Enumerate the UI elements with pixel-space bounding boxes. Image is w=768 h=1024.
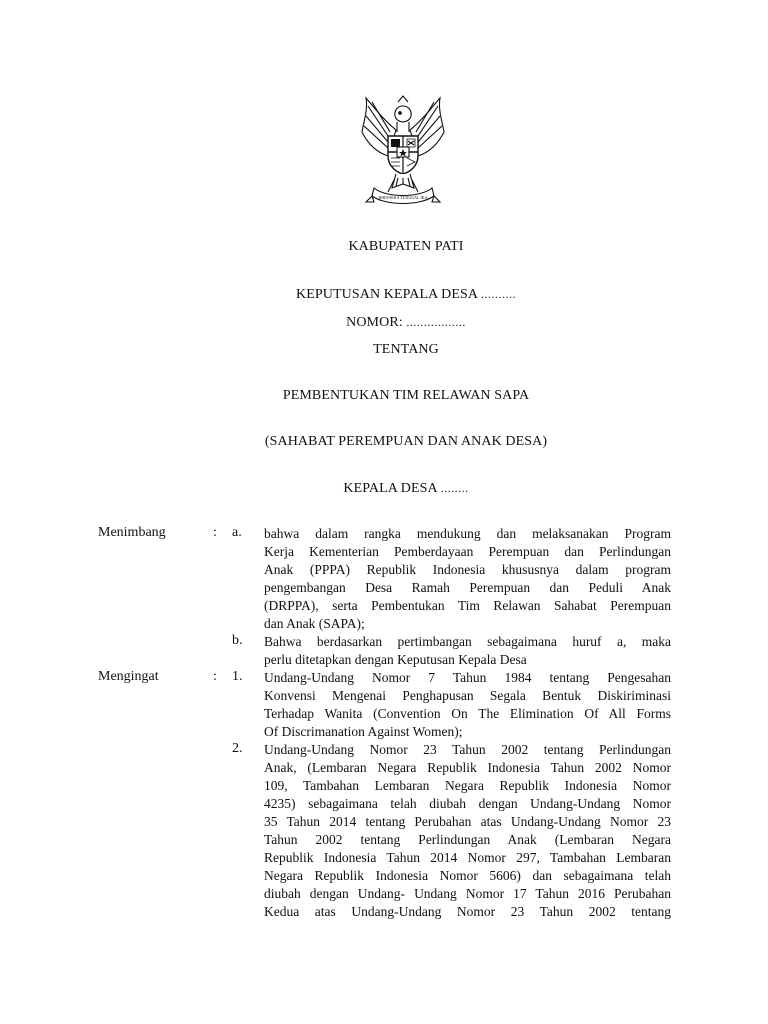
mengingat-label: Mengingat [98, 669, 159, 684]
text-line: pengembangan Desa Ramah Perempuan dan Peduli Anak [264, 580, 671, 595]
number-dots: ................. [406, 315, 466, 329]
text-line: (DRPPA), serta Pembentukan Tim Relawan Sahabat Perempuan [264, 598, 671, 613]
subject-subtitle [0, 434, 768, 450]
text-line: perlu ditetapkan dengan Keputusan Kepala Desa [264, 652, 527, 667]
decree-title [0, 287, 768, 303]
text-line: 4235) sebagaimana telah diubah dengan Undang-Undang Nomor [264, 796, 671, 811]
text-line: Anak (PPPA) Republik Indonesia khususnya dalam program [264, 562, 671, 577]
head-dots: ........ [440, 481, 469, 495]
mengingat-1-text [264, 669, 671, 741]
about-title [0, 342, 768, 358]
head-label: KEPALA DESA [343, 481, 437, 496]
mengingat-2-text [264, 741, 671, 921]
menimbang-a-text [264, 525, 671, 633]
text-line: Konvensi Mengenai Penghapusan Segala Bentuk Diskiriminasi [264, 688, 671, 703]
menimbang-colon: : [213, 525, 217, 540]
decree-dots: .......... [480, 287, 516, 301]
text-line: Republik Indonesia Tahun 2014 Nomor 297, Tambahan Lembaran [264, 850, 671, 865]
mengingat-2-marker: 2. [232, 741, 243, 756]
text-line: Of Discrimanation Against Women); [264, 724, 463, 739]
text-line: Terhadap Wanita (Convention On The Elimination Of All Forms [264, 706, 671, 721]
regency-title [0, 239, 768, 255]
subject-sub-label: (SAHABAT PEREMPUAN DAN ANAK DESA) [264, 434, 548, 449]
subject-label: PEMBENTUKAN TIM RELAWAN SAPA [282, 388, 530, 403]
head-title [0, 481, 768, 497]
text-line: Bahwa berdasarkan pertimbangan sebagaimana huruf a, maka [264, 634, 671, 649]
garuda-emblem-icon [358, 92, 448, 210]
text-line: 35 Tahun 2014 tentang Perubahan atas Undang-Undang Nomor 23 [264, 814, 671, 829]
motto-text: BHINNEKA TUNGGAL IKA [378, 195, 428, 200]
text-line: Undang-Undang Nomor 7 Tahun 1984 tentang Pengesahan [264, 670, 671, 685]
mengingat-1-marker: 1. [232, 669, 243, 684]
about-label: TENTANG [373, 342, 439, 357]
subject-title [0, 388, 768, 404]
menimbang-a-marker: a. [232, 525, 242, 540]
menimbang-label: Menimbang [98, 525, 166, 540]
menimbang-b-marker: b. [232, 633, 243, 648]
menimbang-b-text [264, 633, 671, 669]
regency-name: KABUPATEN PATI [348, 239, 464, 254]
text-line: 109, Tambahan Lembaran Negara Republik Indonesia Nomor [264, 778, 671, 793]
decree-label: KEPUTUSAN KEPALA DESA [296, 287, 478, 302]
text-line: diubah dengan Undang- Undang Nomor 17 Tahun 2016 Perubahan [264, 886, 671, 901]
decree-number [0, 315, 768, 331]
text-line: Negara Republik Indonesia Nomor 5606) dan sebagaimana telah [264, 868, 671, 883]
text-line: Kedua atas Undang-Undang Nomor 23 Tahun 2002 tentang [264, 904, 671, 919]
text-line: bahwa dalam rangka mendukung dan melaksanakan Program [264, 526, 671, 541]
mengingat-colon: : [213, 669, 217, 684]
text-line: Tahun 2002 tentang Perlindungan Anak (Lembaran Negara [264, 832, 671, 847]
text-line: dan Anak (SAPA); [264, 616, 365, 631]
text-line: Undang-Undang Nomor 23 Tahun 2002 tentang Perlindungan [264, 742, 671, 757]
text-line: Kerja Kementerian Pemberdayaan Perempuan dan Perlindungan [264, 544, 671, 559]
number-label: NOMOR: [346, 315, 403, 330]
text-line: Anak, (Lembaran Negara Republik Indonesia Tahun 2002 Nomor [264, 760, 671, 775]
